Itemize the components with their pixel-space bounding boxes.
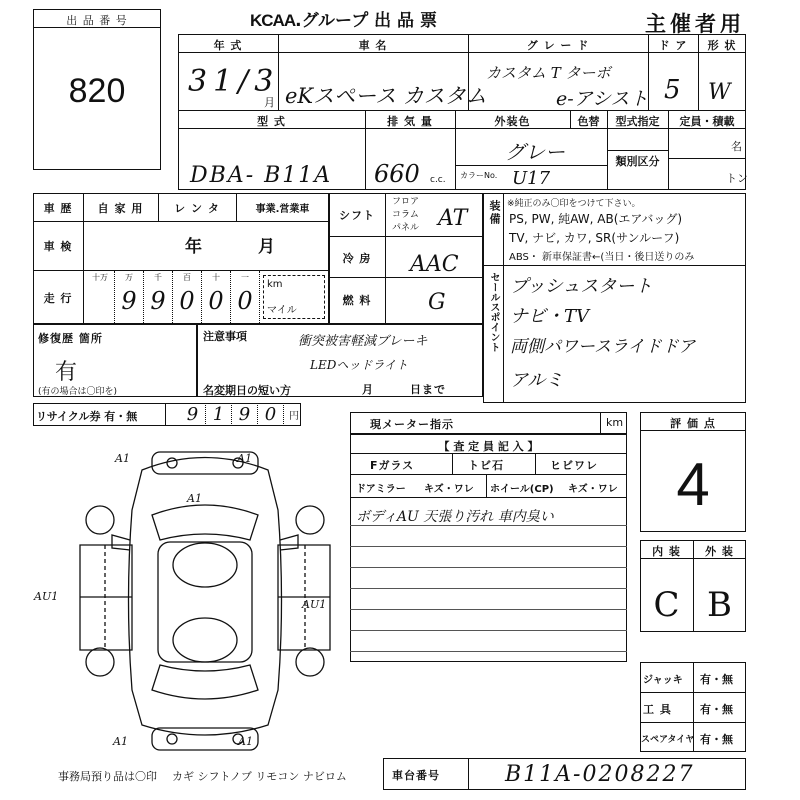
sales-point-4: アルミ <box>510 370 564 391</box>
front-glass-label: Fガラス <box>370 459 415 472</box>
recycle-amount-digit: 9 <box>232 403 258 426</box>
score-label: 評 価 点 <box>670 417 716 430</box>
mileage-label: 走 行 <box>43 292 73 305</box>
exterior-color-value: グレー <box>505 140 565 164</box>
tool-label: 工 具 <box>643 703 672 716</box>
fuel-label: 燃 料 <box>342 294 372 307</box>
odometer-digit-label: 万 <box>125 273 133 282</box>
car-outline <box>80 452 330 750</box>
name-change-month: 月 <box>362 383 374 396</box>
damage-mark-left-side: AU1 <box>34 590 59 603</box>
type-value: DBA- B11A <box>190 163 333 188</box>
type-label: 型 式 <box>257 115 286 128</box>
damage-mark-right-side: AU1 <box>302 598 327 611</box>
shift-option-floor: フロア <box>392 197 420 207</box>
inspection-month: 月 <box>258 237 275 257</box>
remark-line <box>350 651 627 652</box>
color-no-value: U17 <box>512 168 551 189</box>
odometer-digit: 0 <box>208 287 224 315</box>
sales-point-1: プッシュスタート <box>510 276 653 297</box>
interior-label: 内 装 <box>652 545 681 558</box>
lot-number-label: 出 品 番 号 <box>66 14 128 27</box>
displacement-label: 排 気 量 <box>387 115 433 128</box>
odometer-digit-cell <box>231 271 260 323</box>
meter-label: 現メーター指示 <box>370 418 454 431</box>
odometer-digit: 0 <box>237 287 253 315</box>
inspector-remarks: ボディAU 天張り汚れ 車内臭い <box>356 509 554 525</box>
shift-option-panel: パネル <box>392 223 420 233</box>
remark-line <box>350 567 627 568</box>
meter-unit: km <box>606 416 624 429</box>
mile-label: マイル <box>267 305 297 316</box>
sales-point-label: セールスポイント <box>488 272 499 352</box>
repair-note: (有の場合は〇印を) <box>38 387 118 397</box>
shift-option-column: コラム <box>392 210 419 220</box>
remark-line <box>350 630 627 631</box>
exterior-value: B <box>707 585 732 625</box>
rental-option: レ ン タ <box>174 202 220 215</box>
mirror-label: ドアミラー <box>356 484 406 495</box>
recycle-amount-digit: 9 <box>180 403 206 426</box>
ac-value: AAC <box>410 252 459 277</box>
odometer-digit-cell <box>144 271 173 323</box>
repair-value: 有 <box>55 360 78 385</box>
displacement-unit: c.c. <box>430 175 446 185</box>
caution-line-1: 衝突被害軽減ブレーキ <box>298 334 428 349</box>
odometer-digit-label: 一 <box>241 273 249 282</box>
crack-label: ヒビワレ <box>550 459 598 472</box>
odometer-digit-cell <box>86 271 115 323</box>
score-value: 4 <box>676 451 710 518</box>
km-label: km <box>267 279 283 290</box>
damage-mark-front-right: A1 <box>237 452 252 465</box>
chassis-value: B11A-0208227 <box>505 762 695 787</box>
odometer-digit-label: 十万 <box>92 273 108 282</box>
jack-label: ジャッキ <box>643 675 683 686</box>
remark-line <box>350 609 627 610</box>
ac-label: 冷 房 <box>342 252 372 265</box>
name-change-label: 名変期日の短い方 <box>203 384 291 397</box>
recycle-label: リサイクル券 有・無 <box>36 410 138 423</box>
odometer-digit: 9 <box>121 287 137 315</box>
exterior-label: 外 装 <box>705 545 734 558</box>
grade-value-1: カスタム T ターボ <box>486 64 611 82</box>
shape-label: 形 状 <box>707 39 737 52</box>
caution-label: 注意事項 <box>203 330 247 343</box>
odometer-digit-label: 千 <box>154 273 162 282</box>
chip-label: トビ石 <box>468 459 504 472</box>
equipment-row-2: TV, ナビ, カワ, SR(サンルーフ) <box>509 231 680 245</box>
mirror-options: キズ・ワレ <box>424 484 474 495</box>
spare-tire-label: スペアタイヤ <box>641 735 695 745</box>
grade-value-2: e-アシスト <box>556 88 649 110</box>
color-change-label: 色替 <box>577 115 600 128</box>
recycle-unit: 円 <box>289 411 299 422</box>
sales-point-3: 両側パワースライドドア <box>510 337 696 357</box>
jack-options: 有・無 <box>700 673 733 686</box>
equipment-row-3: ABS・ 新車保証書←(当日・後日送りのみ <box>509 252 695 263</box>
color-no-label: カラーNo. <box>460 171 498 180</box>
lot-number-value: 820 <box>68 72 126 110</box>
wheel-label: ホイール(CP) <box>490 484 554 495</box>
odometer-digit-cell <box>115 271 144 323</box>
odometer-digit-label: 百 <box>183 273 191 282</box>
private-use-option: 自 家 用 <box>97 202 144 215</box>
model-designation-label: 型式指定 <box>615 115 660 128</box>
sales-point-2: ナビ・TV <box>510 306 590 327</box>
tons-unit: トン <box>726 172 748 185</box>
recycle-amount-digit: 1 <box>206 403 232 426</box>
remark-line <box>350 588 627 589</box>
model-name-value: eKスペース カスタム <box>285 84 487 108</box>
damage-mark-rear-right: A1 <box>238 735 253 748</box>
recycle-amount-digit: 0 <box>258 403 284 426</box>
odometer-digit: 0 <box>179 287 195 315</box>
odometer-digit-label: 十 <box>212 273 220 282</box>
equipment-label: 装備 <box>488 200 501 226</box>
category-label: 類別区分 <box>615 155 660 168</box>
equipment-note: ※純正のみ〇印をつけて下さい。 <box>507 199 641 209</box>
office-items-label: 事務局預り品は〇印 <box>58 770 157 783</box>
year-month-suffix: 月 <box>264 96 275 109</box>
shape-value: W <box>708 80 731 105</box>
business-option: 事業.営業車 <box>255 204 310 215</box>
year-value: 31/3 <box>188 64 280 99</box>
odometer-digit: 9 <box>150 287 166 315</box>
inspection-label: 車 検 <box>43 240 73 253</box>
odometer-digit-cell <box>173 271 202 323</box>
year-label: 年 式 <box>213 39 243 52</box>
interior-value: C <box>653 585 680 625</box>
inspection-year: 年 <box>185 237 202 257</box>
tool-options: 有・無 <box>700 703 733 716</box>
grade-label: グ レ ー ド <box>526 39 590 52</box>
doors-value: 5 <box>664 75 681 105</box>
kcaa-logo: KCAA <box>250 11 296 30</box>
wheel-options: キズ・ワレ <box>568 484 618 495</box>
odometer-digit-cell <box>202 271 231 323</box>
damage-mark-hood: A1 <box>187 492 202 505</box>
spare-tire-options: 有・無 <box>700 733 733 746</box>
remark-line <box>350 546 627 547</box>
name-change-day: 日まで <box>410 383 446 396</box>
shift-label: シフト <box>339 209 375 222</box>
chassis-label: 車台番号 <box>392 769 440 782</box>
office-items: カギ シフトノブ リモコン ナビロム <box>172 770 347 783</box>
exterior-color-label: 外装色 <box>494 115 531 128</box>
displacement-value: 660 <box>374 160 420 188</box>
capacity-label: 定員・積載 <box>679 115 735 128</box>
inspector-header: 【 査 定 員 記 入 】 <box>438 440 539 453</box>
equipment-row-1: PS, PW, 純AW, AB(エアバッグ) <box>509 212 683 226</box>
fuel-value: G <box>428 290 446 315</box>
document-title: KCAA.グループ 出 品 票 <box>250 11 437 31</box>
repair-label: 修復歴 箇所 <box>38 332 103 345</box>
damage-mark-front-left: A1 <box>115 452 130 465</box>
model-name-label: 車 名 <box>358 39 388 52</box>
history-label: 車 歴 <box>43 202 73 215</box>
doors-label: ド ア <box>658 39 688 52</box>
caution-line-2: LEDヘッドライト <box>310 358 408 372</box>
copy-type: 主催者用 <box>645 12 745 36</box>
damage-mark-rear-left: A1 <box>113 735 128 748</box>
persons-unit: 名 <box>731 140 742 153</box>
shift-value: AT <box>438 206 468 231</box>
